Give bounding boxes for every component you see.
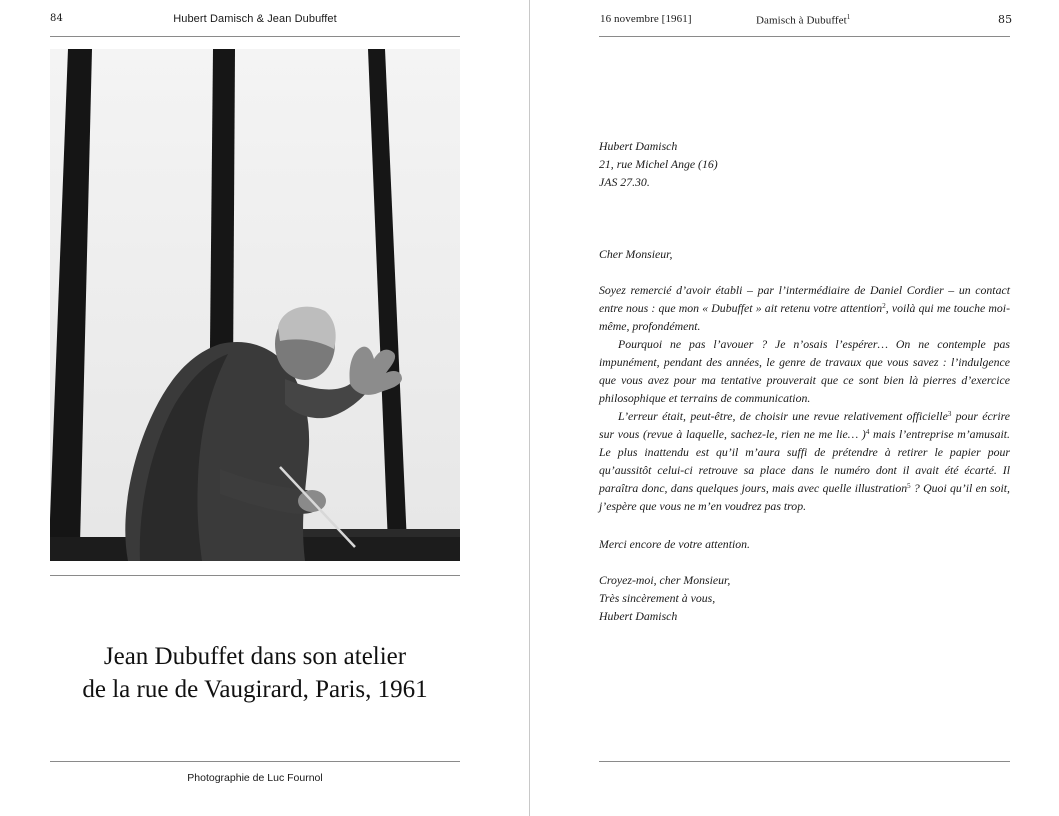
caption-line-1: Jean Dubuffet dans son atelier [103, 643, 407, 670]
footer-rule-left [50, 761, 460, 762]
salutation: Cher Monsieur, [599, 247, 673, 261]
page-number-left: 84 [50, 13, 63, 24]
footnote-ref-1: 1 [846, 13, 851, 21]
sender-name: Hubert Damisch [599, 139, 678, 153]
letter-body [599, 281, 1010, 515]
sender-phone: JAS 27.30. [599, 175, 650, 189]
letter-date: 16 novembre [1961] [600, 13, 692, 25]
paragraph-2: Pourquoi ne pas l’avouer ? Je n’osais l’espérer… On ne contemple pas impunément, pendant des années, le genre de travaux que vous savez : l’indulgence que vous avez pour ma tentative prouverait que ce sont bien là pierres d’exercice philosophique et terrains de communication. [599, 337, 1010, 405]
running-head-right [756, 13, 850, 27]
footer-rule-right [599, 761, 1010, 762]
photo-credit: Photographie de Luc Fournol [187, 772, 323, 784]
right-page [530, 0, 1059, 816]
running-head-right-text: Damisch à Dubuffet [756, 14, 847, 27]
footnote-ref-5: 5 [907, 482, 911, 490]
header-rule-left [50, 36, 460, 37]
photo-rule [50, 575, 460, 576]
thanks-line: Merci encore de votre attention. [599, 537, 751, 551]
caption-line-2: de la rue de Vaugirard, Paris, 1961 [82, 676, 428, 703]
photo-caption [50, 640, 460, 706]
header-rule-right [599, 36, 1010, 37]
sender-address [599, 137, 1010, 191]
paragraph-3: L’erreur était, peut-être, de choisir une revue relativement officielle$^3$ pour écrire sur vous (revue à laquelle, sachez-le, rien ne me lie… )$^4$ mais l’entreprise m’amusait. Le plus inattendu est qu’il m’aura suffi de prétendre à retirer le papier pour qu’aussitôt celui-ci retrouve sa place dans le numéro dont il avait été écarté. Il paraîtra donc, dans quelques jours, mais avec quelle illustration$^5$ ? Quoi qu’il en soit, j’espère que vous ne m’en voudrez pas trop. [599, 409, 1011, 513]
closing-line-1: Croyez-moi, cher Monsieur, [599, 573, 731, 587]
closing-line-2: Très sincèrement à vous, [599, 591, 716, 605]
page-number-right: 85 [998, 13, 1013, 26]
sender-street: 21, rue Michel Ange (16) [599, 157, 718, 171]
left-page [0, 0, 529, 816]
running-head-left: Hubert Damisch & Jean Dubuffet [173, 13, 337, 25]
signature: Hubert Damisch [599, 609, 678, 623]
footnote-ref-3: 3 [947, 410, 952, 418]
paragraph-1: Soyez remercié d’avoir établi – par l’intermédiaire de Daniel Cordier – un contact entre nous : que mon « Dubuffet » ait retenu votre attention$^2$, voilà qui me touche moi-même, profondément. [599, 283, 1011, 333]
footnote-ref-2: 2 [882, 302, 886, 310]
footnote-ref-4: 4 [865, 428, 870, 436]
letter-closing [599, 571, 1010, 625]
dubuffet-photograph [50, 49, 460, 561]
